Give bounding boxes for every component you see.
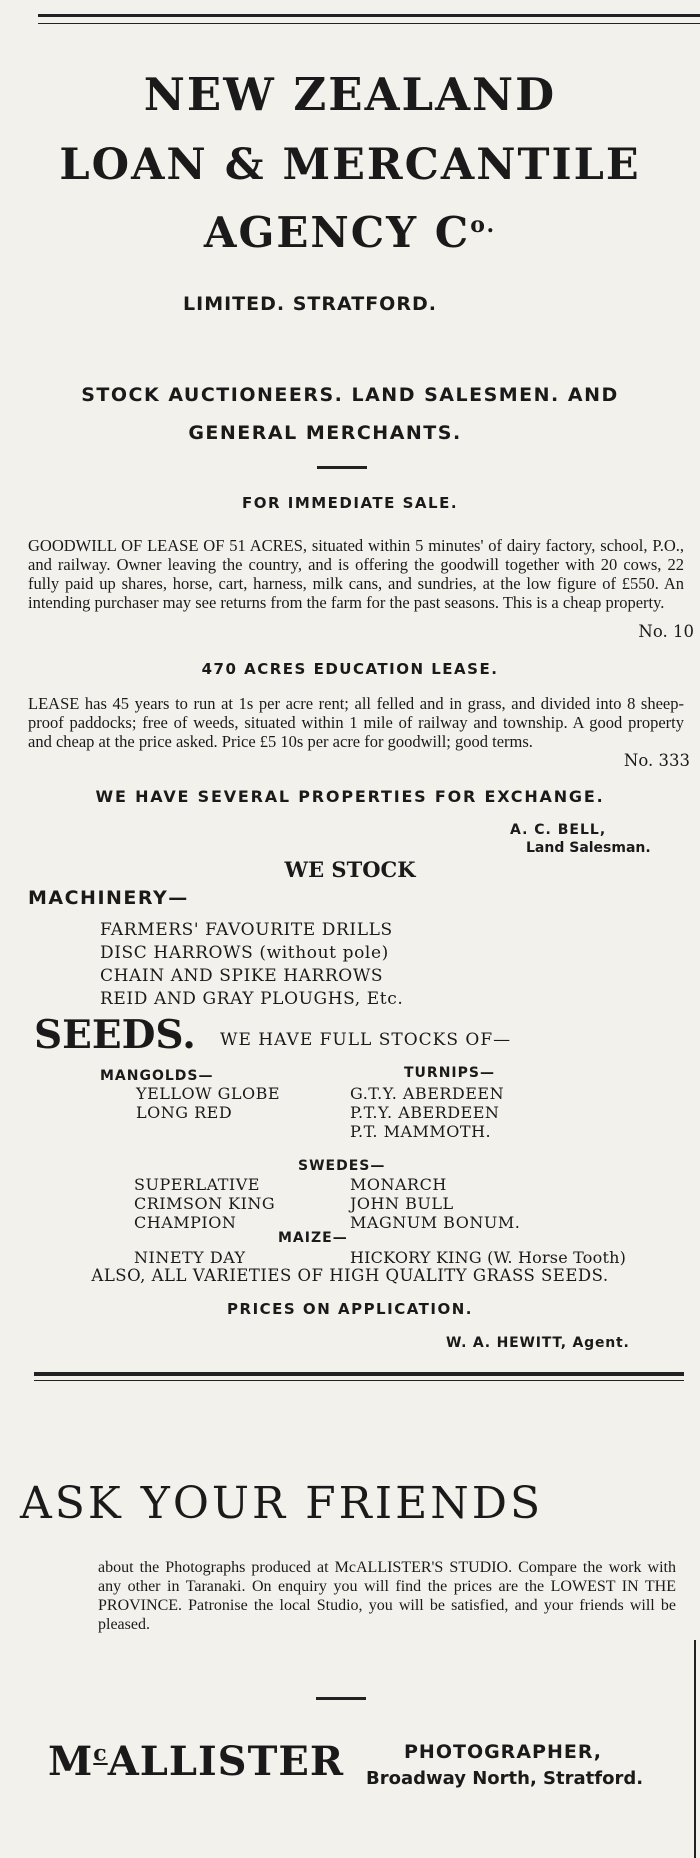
agent1-title: Land Salesman. [526,840,651,856]
photographer-address: Broadway North, Stratford. [366,1768,644,1789]
mangolds-item-1: YELLOW GLOBE [136,1084,281,1103]
exchange-notice: WE HAVE SEVERAL PROPERTIES FOR EXCHANGE. [95,787,605,806]
agent1-name: A. C. BELL, [510,822,607,838]
swedes-left-3: CHAMPION [134,1213,237,1232]
ad-tagline-line2: GENERAL MERCHANTS. [188,422,462,444]
swedes-right-3: MAGNUM BONUM. [350,1213,521,1232]
turnips-heading: TURNIPS— [404,1065,495,1081]
lease-number: No. 333 [560,751,690,770]
maize-heading: MAIZE— [278,1230,348,1246]
separator-rule-thick [34,1372,684,1376]
ad-title-line2-text: LOAN & MERCANTILE [59,140,641,190]
mangolds-heading: MANGOLDS— [100,1068,214,1084]
photographer-role: PHOTOGRAPHER, [404,1741,603,1763]
agent2-signature: W. A. HEWITT, Agent. [446,1335,630,1351]
machinery-item-4: REID AND GRAY PLOUGHS, Etc. [100,989,404,1009]
goodwill-text: GOODWILL OF LEASE OF 51 ACRES, situated within 5 minutes' of dairy factory, school, P.O., and railway. Owner leaving the country, and is offering the goodwill together with 20 cows, 22 fully paid up shares, horse, cart, harness, milk cans, and sundries, at the low figure of £550. An intending purchaser may see returns from the farm for the past seasons. This is a cheap property. [28,536,684,612]
ad-subtitle: LIMITED. STRATFORD. [183,293,437,315]
swedes-right-1: MONARCH [350,1175,447,1194]
ad-title-line3 [0,208,700,257]
grass-seeds-line: ALSO, ALL VARIETIES OF HIGH QUALITY GRASS SEEDS. [91,1266,609,1285]
lease-listing [28,694,684,751]
ad-title-line1: NEW ZEALAND [143,68,557,121]
swedes-left-2: CRIMSON KING [134,1194,276,1213]
ad-title-line3-super: o. [470,212,497,238]
mangolds-item-2: LONG RED [136,1103,233,1122]
turnips-item-1: G.T.Y. ABERDEEN [350,1084,505,1103]
right-edge-rule [694,1640,696,1858]
top-rule-thick [38,14,700,17]
name-rest: ALLISTER [107,1738,345,1785]
machinery-heading: MACHINERY— [28,887,189,909]
maize-left: NINETY DAY [134,1248,246,1267]
seeds-heading: SEEDS. [34,1012,196,1058]
name-c: c [93,1740,108,1767]
mcallister-name [48,1738,344,1785]
ask-friends-headline: ASK YOUR FRIENDS [20,1478,544,1529]
lease-heading: 470 ACRES EDUCATION LEASE. [201,660,499,678]
ad-tagline-line1: STOCK AUCTIONEERS. LAND SALESMEN. AND [81,384,619,406]
name-m: M [48,1738,94,1785]
machinery-item-3: CHAIN AND SPIKE HARROWS [100,966,384,986]
we-stock-heading: WE STOCK [284,857,416,882]
turnips-item-3: P.T. MAMMOTH. [350,1122,492,1141]
short-divider-2 [316,1697,366,1700]
photographer-body-text: about the Photographs produced at McALLISTER'S STUDIO. Compare the work with any other in Taranaki. On enquiry you will find the prices are the LOWEST IN THE PROVINCE. Patronise the local Studio, you will be satisfied, and your friends will be pleased. [98,1559,676,1633]
top-rule-thin [38,23,700,24]
maize-right: HICKORY KING (W. Horse Tooth) [350,1248,627,1267]
machinery-item-1: FARMERS' FAVOURITE DRILLS [100,920,393,940]
sale-heading: FOR IMMEDIATE SALE. [241,494,459,512]
seeds-intro: WE HAVE FULL STOCKS OF— [220,1030,512,1050]
ad-title-line3-main: AGENCY C [203,208,471,257]
short-divider-1 [317,466,367,469]
machinery-item-2: DISC HARROWS (without pole) [100,943,389,963]
goodwill-listing [28,536,684,612]
swedes-right-2: JOHN BULL [350,1194,454,1213]
turnips-item-2: P.T.Y. ABERDEEN [350,1103,500,1122]
goodwill-number: No. 10 [560,622,694,641]
prices-on-application: PRICES ON APPLICATION. [227,1300,473,1318]
swedes-left-1: SUPERLATIVE [134,1175,260,1194]
ad-title-line2 [0,140,700,190]
swedes-heading: SWEDES— [298,1158,386,1174]
photographer-body [98,1558,676,1634]
separator-rule-thin [34,1380,684,1381]
lease-text: LEASE has 45 years to run at 1s per acre rent; all felled and in grass, and divided into 8 sheep-proof paddocks; free of weeds, situated within 1 mile of railway and township. A good property and cheap at the price asked. Price £5 10s per acre for goodwill; good terms. [28,694,684,751]
